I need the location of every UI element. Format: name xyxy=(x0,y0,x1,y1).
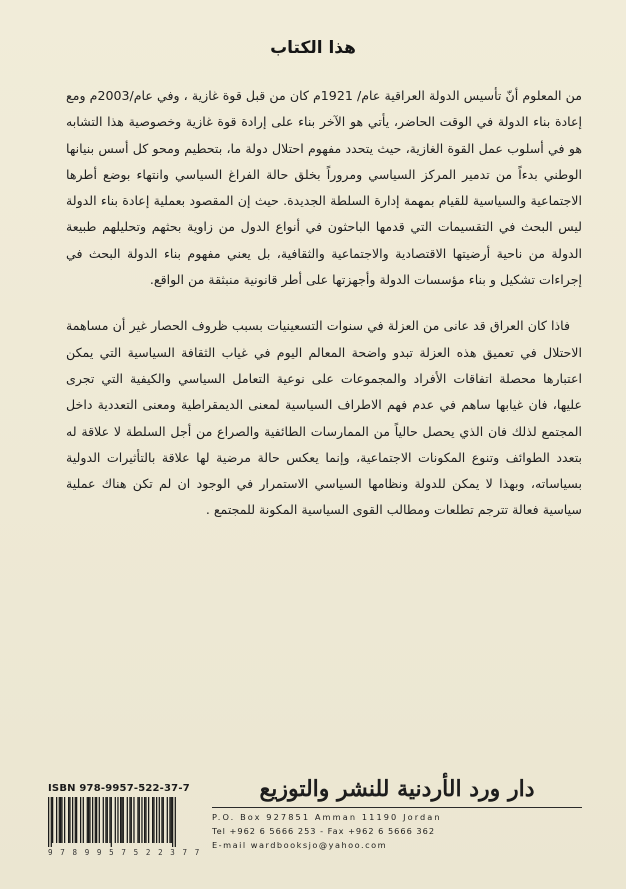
barcode-bar xyxy=(152,797,153,843)
barcode-bar xyxy=(96,797,97,843)
barcode-bar xyxy=(68,797,69,843)
barcode-bar xyxy=(52,797,53,843)
barcode-bar xyxy=(72,797,73,843)
publisher-email: E-mail wardbooksjo@yahoo.com xyxy=(212,840,388,850)
publisher-phone: Tel +962 6 5666 253 - Fax +962 6 5666 362 xyxy=(212,826,436,836)
barcode-bar xyxy=(141,797,142,843)
barcode-bar xyxy=(83,797,84,843)
barcode-bar xyxy=(175,797,176,847)
barcode-bar xyxy=(64,797,65,843)
barcode-bar xyxy=(145,797,146,843)
page-title: هذا الكتاب xyxy=(270,38,356,58)
barcode-bar xyxy=(139,797,140,843)
barcode-bar xyxy=(92,797,93,843)
barcode-bar xyxy=(169,797,170,843)
paragraph-1: من المعلوم أنّ تأسيس الدولة العراقية عام/ 1921م كان من قبل قوة غازية ، وفي عام/2003م ومع إعادة بناء الدولة في الوقت الحاضر، يأتي هو الآخر بناء على إرادة قوة غازية وخصوصية هذا التشابه هو في أسلوب عمل القوة الغازية، حيث يتحدد مفهوم احتلال دولة ما، بتحطيم ومحو كل أسس بنيانها الوطني بدءاً من تدمير المركز السياسي ومروراً بخلق حالة الفراغ السياسي وانتهاء بوضع أطرها الاجتماعية والسياسية للقيام بمهمة إدارة السلطة الجديدة. حيث إن المقصود بعملية إعادة بناء الدولة ليس البحث في التقسيمات التي قدمها الباحثون في أنواع الدول من زاوية بحثهم وتحليلهم طبيعة الدولة من ناحية أرضيتها الاقتصادية والاجتماعية والثقافية، بل يعني مفهوم بناء الدولة البحث في إجراءات تشكيل و بناء مؤسسات الدولة وأجهزتها على أطر قانونية منبثقة من الواقع. xyxy=(66,88,582,288)
barcode-bar xyxy=(59,797,60,843)
barcode-bar xyxy=(115,797,116,843)
barcode-bar xyxy=(127,797,128,843)
barcode-bar xyxy=(60,797,61,843)
publisher-address: P.O. Box 927851 Amman 11190 Jordan xyxy=(212,812,442,822)
barcode-bar xyxy=(129,797,130,843)
barcode-bar xyxy=(167,797,168,843)
barcode-bar xyxy=(120,797,121,843)
isbn-barcode xyxy=(48,797,176,847)
barcode-bar xyxy=(172,797,173,847)
barcode-bar xyxy=(144,797,145,843)
barcode-bar xyxy=(163,797,164,843)
barcode-digits: 9 7 8 9 9 5 7 5 2 2 3 7 7 xyxy=(48,848,201,857)
barcode-bar xyxy=(95,797,96,843)
logo-divider xyxy=(212,807,582,808)
barcode-bar xyxy=(61,797,62,843)
barcode-bar xyxy=(89,797,90,843)
barcode-bar xyxy=(76,797,77,843)
barcode-bar xyxy=(105,797,106,843)
barcode-bar xyxy=(161,797,162,843)
isbn-label: ISBN 978-9957-522-37-7 xyxy=(48,783,190,794)
barcode-bar xyxy=(56,797,57,843)
barcode-bar xyxy=(103,797,104,843)
barcode-bar xyxy=(156,797,157,843)
barcode-bar xyxy=(133,797,134,843)
barcode-bar xyxy=(117,797,118,843)
barcode-bar xyxy=(131,797,132,843)
paragraph-2: فاذا كان العراق قد عانى من العزلة في سنوات التسعينيات بسبب ظروف الحصار غير أن مساهمة الاحتلال في تعميق هذه العزلة تبدو واضحة المعالم اليوم في غياب الثقافة السياسية التي يمكن اعتبارها محصلة اتفاقات الأفراد والمجموعات على نوعية التعامل السياسي والكيفية التي تجرى عليها، فان غيابها ساهم في عدم فهم الاطراف السياسية لمعنى الديمقراطية ومعنى التعددية داخل المجتمع لذلك فان الذي يحصل حالياً من الممارسات الطائفية والصراع من أجل السلطة لا علاقة له بتعدد الطوائف وتنوع المكونات الاجتماعية، وإنما يعكس حالة مرضية لها علاقة بالتأثيرات الدولية بسياساته، وبهذا لا يمكن للدولة ونظامها السياسي الاستمرار في الوجود ان لم تكن هناك عملية سياسية فعالة تترجم تطلعات ومطالب القوى السياسية المكونة للمجتمع . xyxy=(66,318,582,518)
publisher-logo: دار ورد الأردنية للنشر والتوزيع xyxy=(259,776,535,802)
barcode-bar xyxy=(87,797,88,843)
barcode-bar xyxy=(159,797,160,843)
barcode-bar xyxy=(51,797,52,847)
barcode-bar xyxy=(109,797,110,843)
barcode-bar xyxy=(99,797,100,843)
barcode-bar xyxy=(75,797,76,843)
barcode-bar xyxy=(148,797,149,843)
barcode-bar xyxy=(123,797,124,843)
barcode-bar xyxy=(80,797,81,843)
barcode-bar xyxy=(69,797,70,843)
barcode-bar xyxy=(153,797,154,843)
barcode-bar xyxy=(111,797,112,847)
barcode-bar xyxy=(48,797,49,847)
barcode-bar xyxy=(171,797,172,843)
barcode-bar xyxy=(137,797,138,843)
cover-footer xyxy=(0,772,626,889)
barcode-bar xyxy=(121,797,122,843)
book-description xyxy=(66,83,582,524)
barcode-bar xyxy=(107,797,108,843)
barcode-bar xyxy=(88,797,89,843)
